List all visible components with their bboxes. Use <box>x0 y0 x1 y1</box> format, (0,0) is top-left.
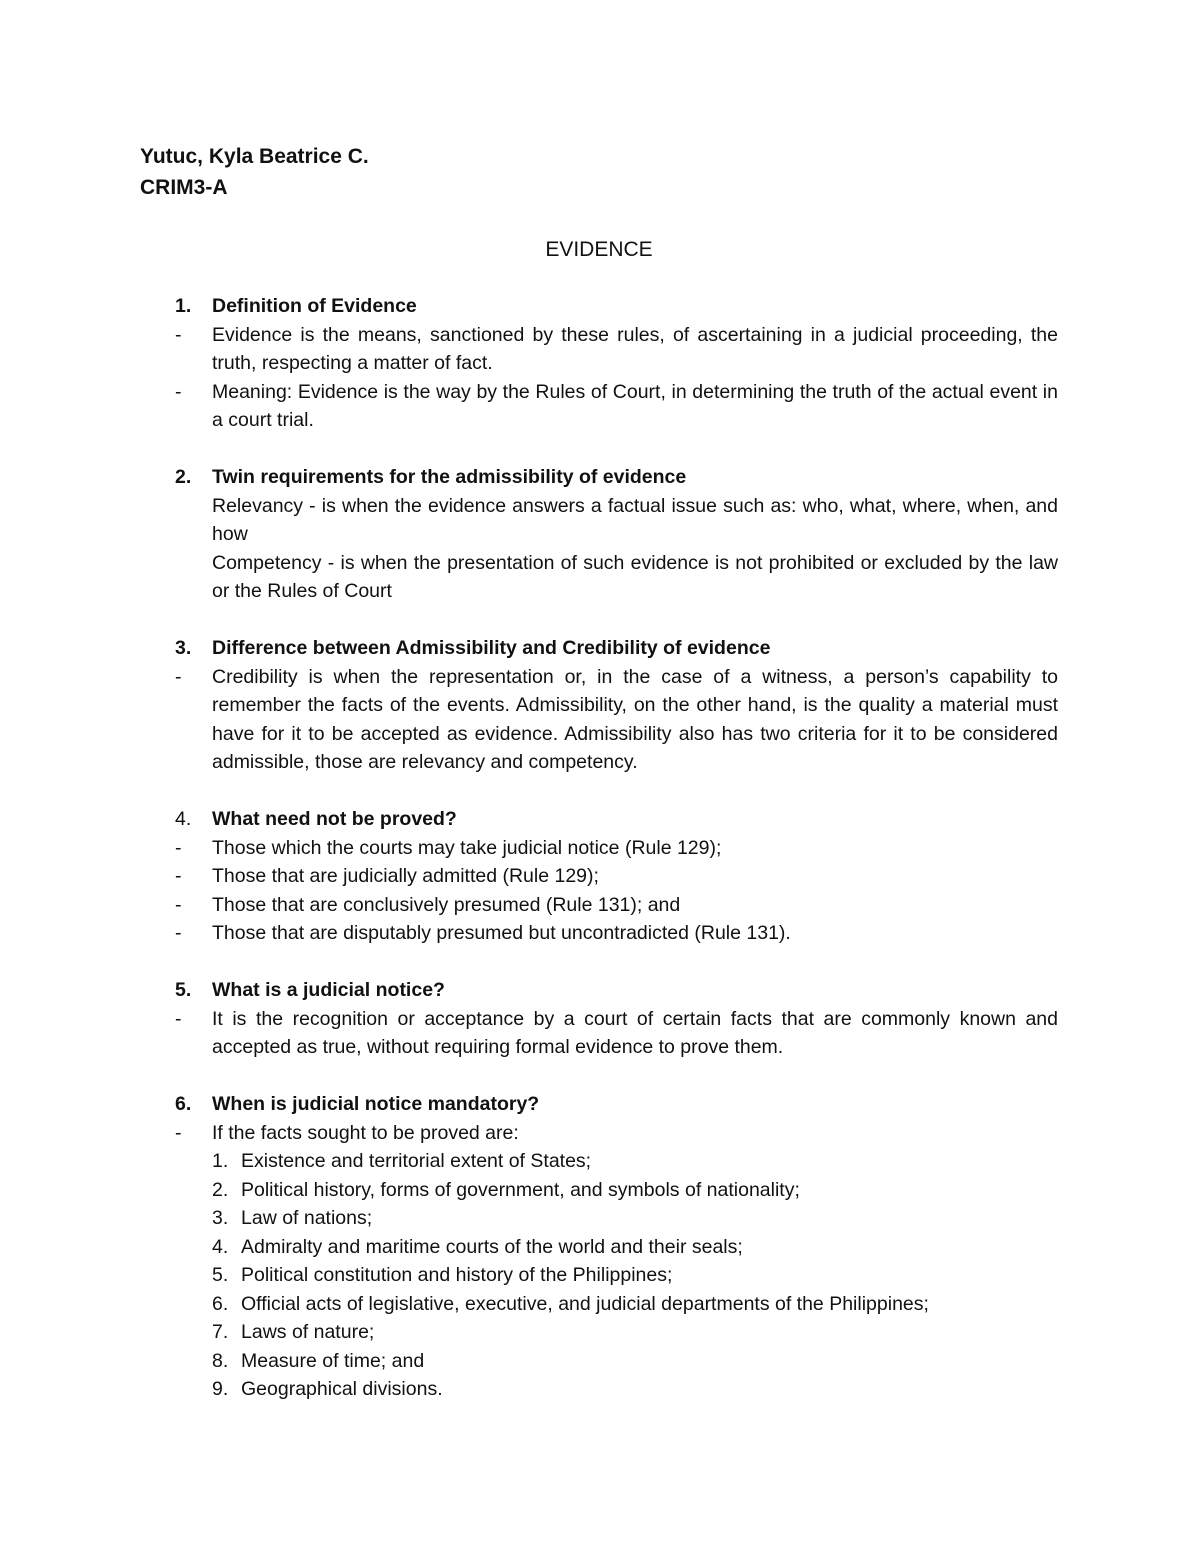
list-item <box>212 1233 1058 1262</box>
bullet-text: Those that are disputably presumed but uncontradicted (Rule 131). <box>212 922 791 944</box>
student-name: Yutuc, Kyla Beatrice C. <box>140 145 369 168</box>
section-heading-text: When is judicial notice mandatory? <box>212 1093 540 1115</box>
bullet-dash: - <box>175 865 182 887</box>
bullet-text: Credibility is when the representation or, in the case of a witness, a person’s capability to remember the facts of the events. Admissibility, on the other hand, is the quality a material must have for it to be accepted as evidence. Admissibility also has two criteria for it to be considered admissible, those are relevancy and competency. <box>212 665 1058 773</box>
section-judicial-notice-mandatory <box>175 1090 1058 1404</box>
list-item <box>212 1347 1058 1376</box>
section-heading-text: Twin requirements for the admissibility of evidence <box>212 466 687 488</box>
list-item-text: Political constitution and history of the Philippines; <box>241 1264 673 1286</box>
section-admissibility-vs-credibility <box>175 634 1058 777</box>
section-judicial-notice <box>175 976 1058 1062</box>
section-heading-text: Definition of Evidence <box>212 295 417 317</box>
bullet-dash: - <box>175 922 182 944</box>
list-item-text: Laws of nature; <box>241 1321 375 1343</box>
section-number: 2. <box>175 466 192 488</box>
list-item-text: Law of nations; <box>241 1207 373 1229</box>
bullet-item <box>175 1005 1058 1062</box>
bullet-dash: - <box>175 665 182 688</box>
bullet-item <box>175 919 1058 948</box>
bullet-item <box>175 321 1058 378</box>
document-title: EVIDENCE <box>545 238 653 261</box>
list-item-number: 1. <box>212 1150 229 1172</box>
bullet-text: It is the recognition or acceptance by a court of certain facts that are commonly known and accepted as true, without requiring formal evidence to prove them. <box>212 1007 1058 1058</box>
section-number: 3. <box>175 637 192 659</box>
bullet-item <box>175 891 1058 920</box>
section-heading-text: What is a judicial notice? <box>212 979 445 1001</box>
bullet-dash: - <box>175 323 182 346</box>
bullet-text: If the facts sought to be proved are: <box>212 1121 519 1144</box>
list-item <box>212 1375 1058 1404</box>
list-item-number: 9. <box>212 1378 229 1400</box>
bullet-item <box>175 1119 1058 1148</box>
section-heading <box>175 1090 1058 1119</box>
document-header <box>140 141 740 203</box>
list-item-text: Political history, forms of government, and symbols of nationality; <box>241 1178 800 1201</box>
list-item <box>212 1176 1058 1205</box>
section-heading <box>175 634 1058 663</box>
list-item-number: 7. <box>212 1321 229 1343</box>
paragraph-relevancy: Relevancy - is when the evidence answers a factual issue such as: who, what, where, when, and how <box>212 494 1058 545</box>
bullet-dash: - <box>175 380 182 403</box>
bullet-text: Meaning: Evidence is the way by the Rules of Court, in determining the truth of the actual event in a court trial. <box>212 380 1058 431</box>
bullet-item <box>175 834 1058 863</box>
bullet-item <box>175 862 1058 891</box>
section-number: 1. <box>175 295 192 317</box>
section-heading-text: What need not be proved? <box>212 808 457 830</box>
list-item <box>212 1318 1058 1347</box>
list-item-text: Geographical divisions. <box>241 1378 443 1400</box>
mandatory-facts-list <box>175 1147 1058 1404</box>
class-section: CRIM3-A <box>140 176 228 199</box>
section-heading <box>175 292 1058 321</box>
bullet-dash: - <box>175 1007 182 1030</box>
list-item-number: 2. <box>212 1178 229 1201</box>
list-item-number: 5. <box>212 1264 229 1286</box>
list-item-text: Admiralty and maritime courts of the world and their seals; <box>241 1235 743 1258</box>
list-item <box>212 1261 1058 1290</box>
section-heading-text: Difference between Admissibility and Credibility of evidence <box>212 637 771 659</box>
bullet-dash: - <box>175 893 182 916</box>
list-item-number: 3. <box>212 1207 229 1229</box>
paragraph-competency: Competency - is when the presentation of such evidence is not prohibited or excluded by the law or the Rules of Court <box>212 551 1058 602</box>
section-heading <box>175 805 1058 834</box>
section-number: 6. <box>175 1093 192 1115</box>
section-definition-of-evidence <box>175 292 1058 435</box>
list-item-text: Measure of time; and <box>241 1349 425 1372</box>
list-item-number: 6. <box>212 1292 229 1315</box>
bullet-item <box>175 378 1058 435</box>
section-twin-requirements <box>175 463 1058 606</box>
list-item-text: Official acts of legislative, executive, and judicial departments of the Philippines; <box>241 1292 929 1315</box>
bullet-text: Evidence is the means, sanctioned by these rules, of ascertaining in a judicial proceeding, the truth, respecting a matter of fact. <box>212 323 1058 374</box>
sections-list <box>175 292 1058 1432</box>
list-item-number: 4. <box>212 1235 229 1258</box>
section-number: 4. <box>175 808 192 830</box>
bullet-text: Those that are judicially admitted (Rule 129); <box>212 865 599 887</box>
section-need-not-be-proved <box>175 805 1058 948</box>
bullet-text: Those which the courts may take judicial notice (Rule 129); <box>212 836 722 859</box>
section-number: 5. <box>175 979 192 1001</box>
section-heading <box>175 463 1058 492</box>
list-item-text: Existence and territorial extent of States; <box>241 1150 592 1172</box>
bullet-item <box>175 663 1058 777</box>
list-item <box>212 1147 1058 1176</box>
bullet-dash: - <box>175 836 182 859</box>
section-heading <box>175 976 1058 1005</box>
list-item-number: 8. <box>212 1349 229 1372</box>
list-item <box>212 1204 1058 1233</box>
bullet-text: Those that are conclusively presumed (Rule 131); and <box>212 893 681 916</box>
list-item <box>212 1290 1058 1319</box>
bullet-dash: - <box>175 1121 182 1144</box>
